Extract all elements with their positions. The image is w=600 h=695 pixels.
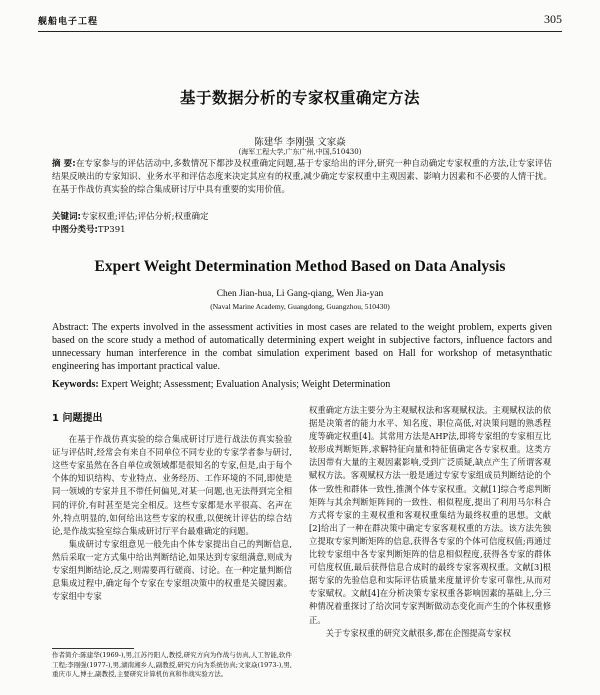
classification-text: TP391 xyxy=(97,225,126,235)
header-rule xyxy=(38,31,562,32)
keywords-chinese-text: 专家权重;评估;评估分析;权重确定 xyxy=(80,212,209,222)
classification-chinese xyxy=(52,224,552,236)
body-paragraph: 权重确定方法主要分为主观赋权法和客观赋权法。主观赋权法的依据是决策者的能力水平、知名度、职位高低,对决策问题的熟悉程度等确定权重[4]。其常用方法是AHP法,即将专家组的专家相互比较形成判断矩阵,求解特征向量和特征值确定各专家权重。这类方法因带有大量的主观因素影响,受到广泛质疑,缺点产生了所谓客观赋权方法。客观赋权方法一般是通过专家专家组成员判断结论的个体一致性和群体一致性,推测个体专家权重。文献[1]综合考虑判断矩阵与其余判断矩阵间的一致性、相似程度,提出了利用马尔科合方式将专家的主观权重和客观权重集结为最终权重的思想。文献[2]给出了一种在群决策中确定专家客观权重的方法。该方法先独立提取专家判断矩阵的信息,获得各专家的个体可信度权值;再通过比较专家组中各专家判断矩阵的信息相似程度,获得各专家的群体可信度权值,最后获得信息合成时的最终专家客观权重。文献[3]根据专家的先验信息和实际评估质量来度量评价专家可靠性,从而对专家赋权。文献[4]在分析决策专家权重各影响因素的基础上,分三种情况着重探讨了给次同专家判断做动态变化而产生的个体权重修正。 xyxy=(309,405,551,625)
authors-chinese: 陈建华 李刚强 文家焱 xyxy=(254,137,346,148)
authors-english: Chen Jian-hua, Li Gang-qiang, Wen Jia-yan xyxy=(216,289,384,299)
keywords-chinese-label: 关键词: xyxy=(52,212,81,222)
abstract-chinese xyxy=(52,158,552,197)
keywords-english-text: Expert Weight; Assessment; Evaluation Analysis; Weight Determination xyxy=(101,379,391,390)
author-footnote: 作者简介:陈建华(1969-),男,江苏丹阳人,教授,研究方向为作战与仿真,人工智能,软件工程;李刚强(1977-),男,湖南湘乡人,副教授,研究方向为系统仿真;文家焱(1973-),男,重庆市人,博士,副教授,主要研究计算机仿真和作战实验方法。 xyxy=(52,651,292,678)
journal-name: 舰船电子工程 xyxy=(38,17,99,27)
page-number: 305 xyxy=(544,12,562,26)
title-english: Expert Weight Determination Method Based on Data Analysis xyxy=(94,258,506,275)
abstract-chinese-label: 摘 要: xyxy=(52,159,76,169)
abstract-english-label: Abstract: xyxy=(52,322,89,333)
affiliation-english: (Naval Marine Academy, Guangdong, Guangzhou, 510430) xyxy=(210,302,390,311)
footnote-rule xyxy=(52,648,134,649)
running-header xyxy=(38,14,562,28)
right-column xyxy=(309,404,551,640)
keywords-chinese xyxy=(52,211,552,223)
section-heading: 1 问题提出 xyxy=(52,413,103,424)
abstract-english-text: The experts involved in the assessment activities in most cases are related to the weight problem, experts given based on the score study a method of automatically determining expert weight in subjective factors, influence factors and unnecessary human interference in the combat simulation experiment based on Hall for workshop of metasynthatic engineering has important practical value. xyxy=(52,322,552,372)
body-paragraph: 关于专家权重的研究文献很多,都在企图提高专家权 xyxy=(325,627,511,638)
classification-label: 中图分类号: xyxy=(52,225,98,235)
keywords-english xyxy=(52,378,552,391)
keywords-english-label: Keywords: xyxy=(52,379,99,390)
body-paragraph: 在基于作战仿真实验的综合集成研讨厅进行战法仿真实验验证与评估时,经常会有来自不同单位不同专业的专家学者参与研讨,这些专家虽然在各自单位或领域都是很知名的专家,但是,由于每个个体的知识结构、专业特点、业务经历、工作环境的不同,即使是同一领域的专家并且不带任何偏见,对某一问题,也无法得到完全相同的评价,有时甚至是完全相反。这些专家都是水平很高、名声在外,特点明显的,如何给出这些专家的权重,以便统计评估的综合结论,是作战实验室综合集成研讨厅平台最难确定的问题。 xyxy=(52,434,292,536)
body-paragraph: 集成研讨专家组意见一般先由个体专家提出自己的判断信息,然后采取一定方式集中给出判断结论,如果达到专家组满意,则成为专家组判断结论,反之,则需要再行磋商、讨论。在一种定量判断信息集成过程中,确定每个专家在专家组决策中的权重是关键因素。专家组中专家 xyxy=(52,538,292,602)
left-column xyxy=(52,404,292,603)
abstract-chinese-text: 在专家参与的评估活动中,多数情况下都涉及权重确定问题,基于专家给出的评分,研究一种自动确定专家权重的方法,让专家评估结果反映出的专家知识、业务水平和评估态度来决定其应有的权重,减少确定专家权重中主观因素、影响力因素和不必要的人情干扰。在基于作战仿真实验的综合集成研讨厅中具有重要的实用价值。 xyxy=(52,159,552,195)
abstract-english xyxy=(52,321,552,373)
affiliation-chinese: (海军工程大学,广东广州,中国,510430) xyxy=(238,148,362,156)
title-chinese: 基于数据分析的专家权重确定方法 xyxy=(179,89,420,107)
